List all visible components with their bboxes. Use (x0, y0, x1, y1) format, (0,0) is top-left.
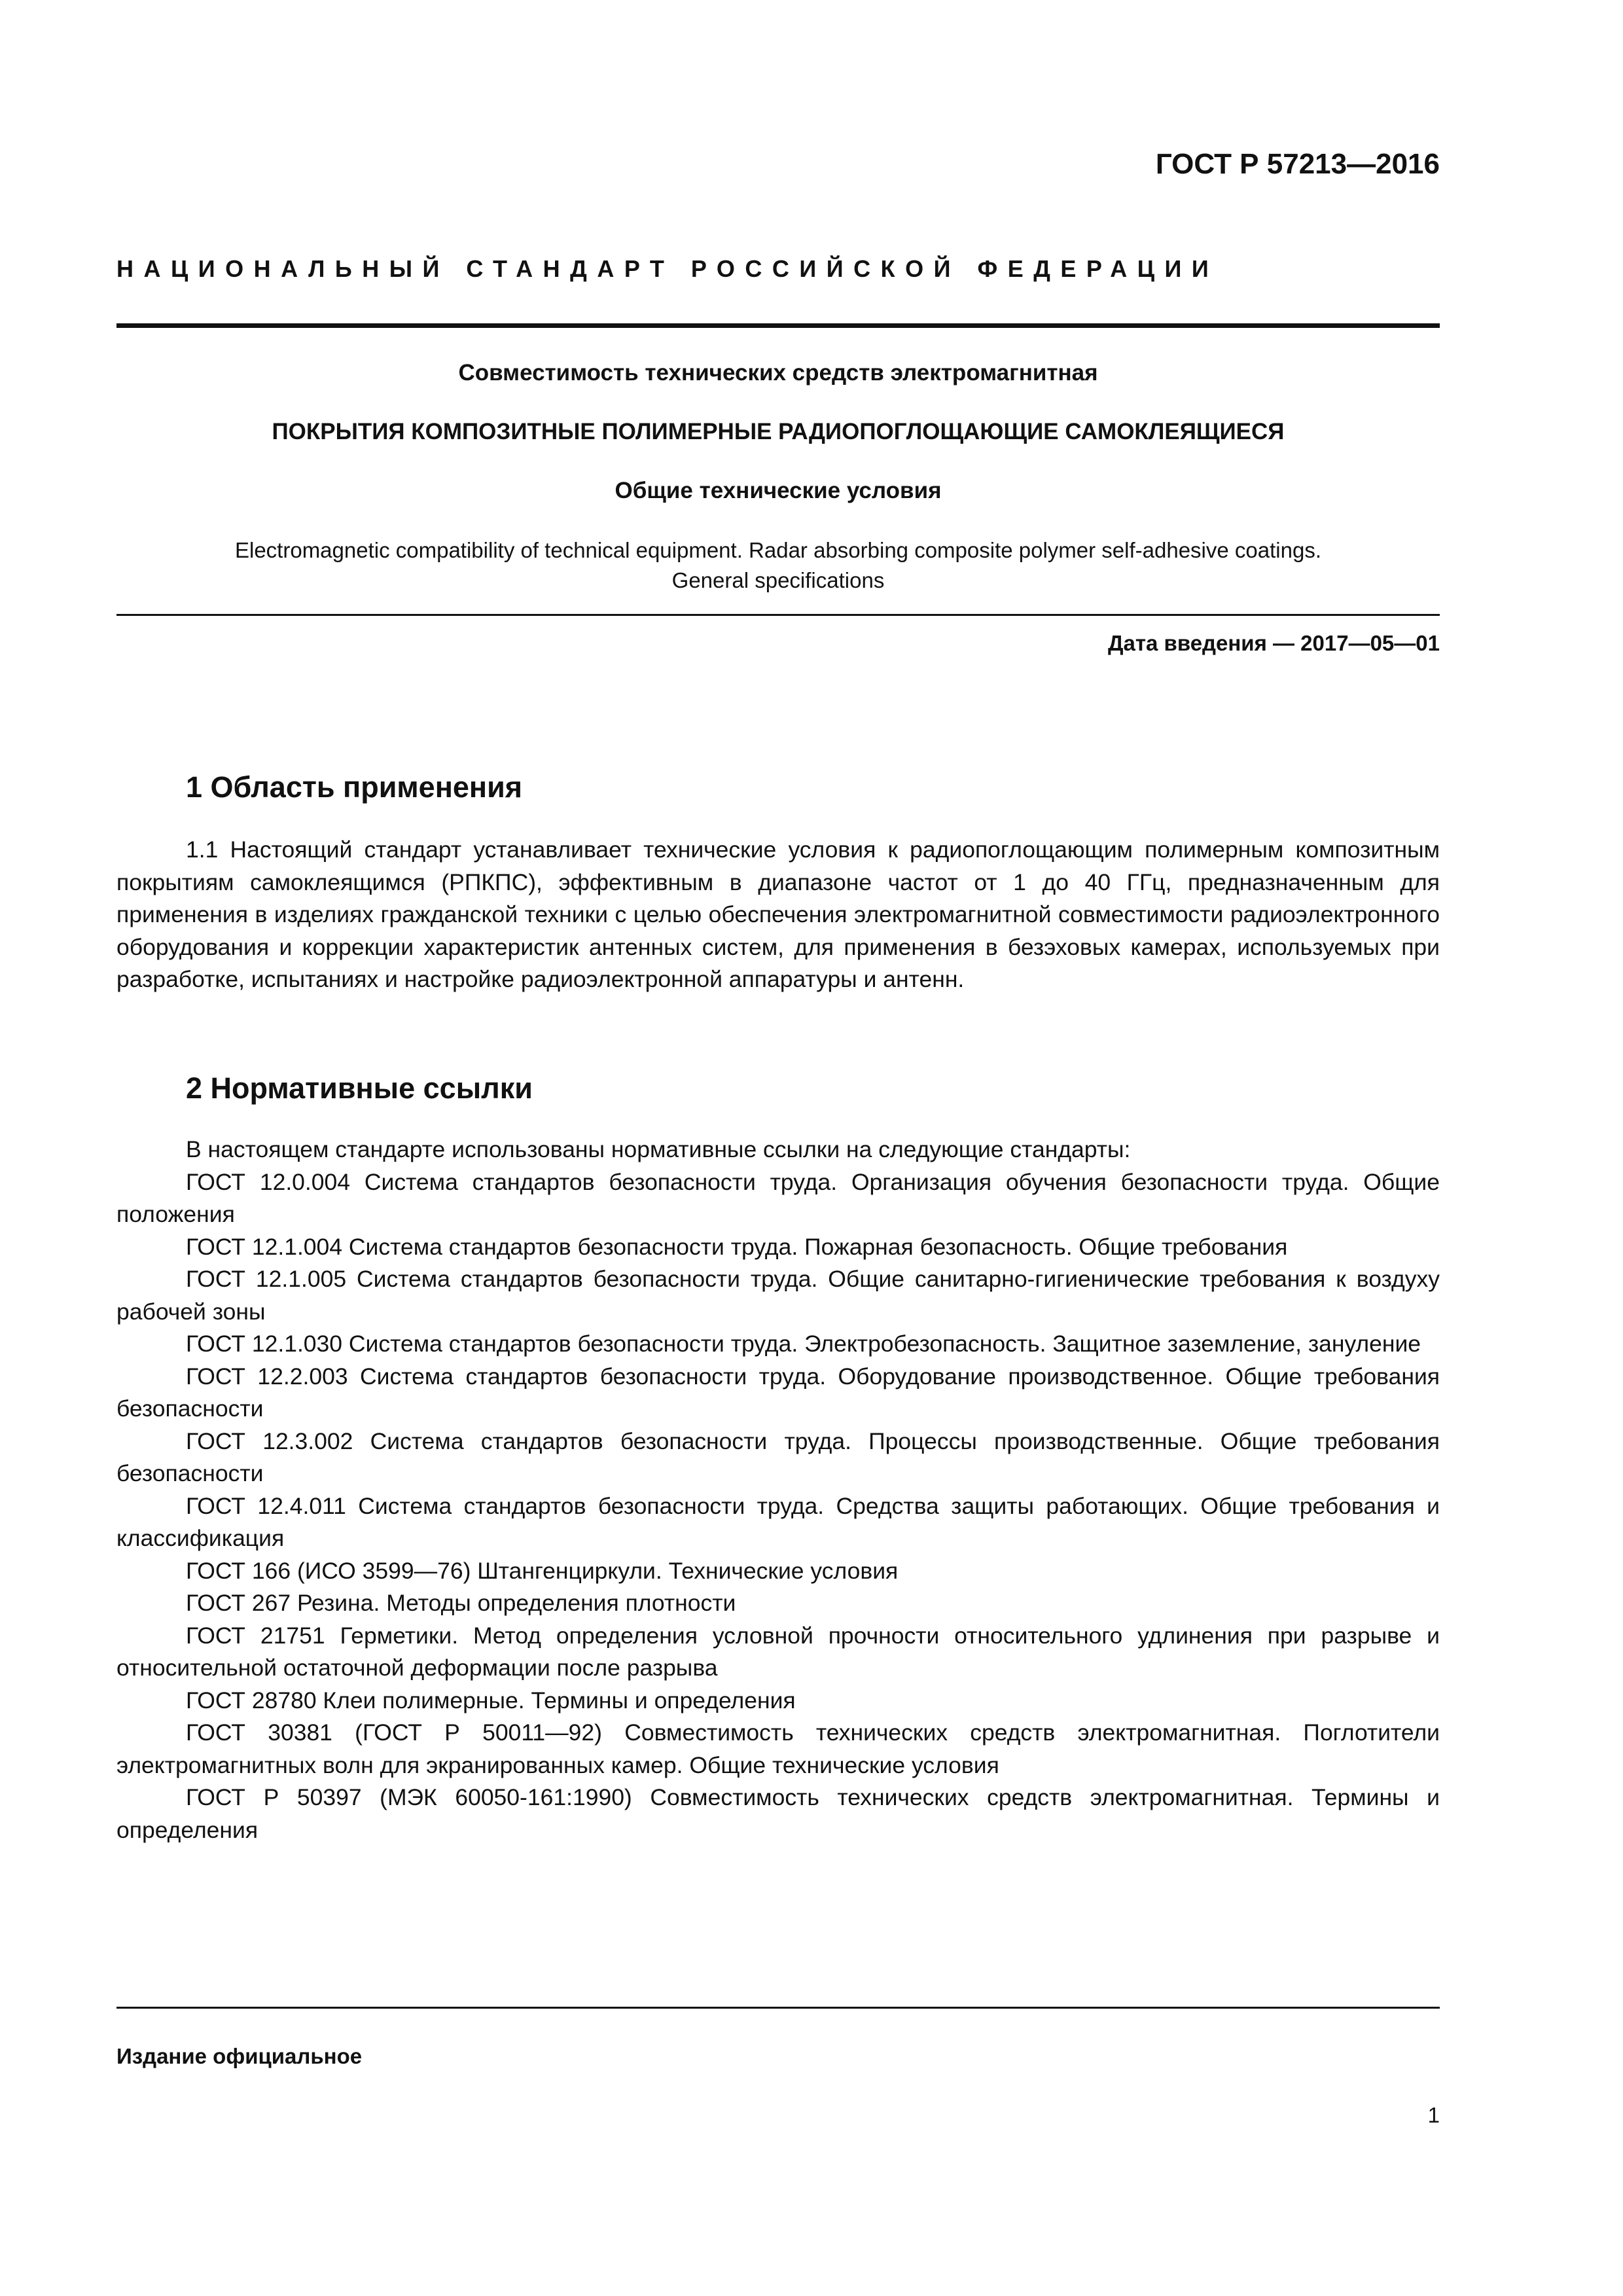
reference-item: ГОСТ Р 50397 (МЭК 60050-161:1990) Совместимость технических средств электромагнитная. Термины и определения (116, 1784, 1440, 1843)
section-2-heading: 2 Нормативные ссылки (186, 1071, 533, 1105)
section-2-body (116, 1134, 1440, 1846)
english-title (116, 535, 1440, 596)
standard-group-title: Совместимость технических средств электромагнитная (458, 360, 1098, 386)
reference-item: ГОСТ 21751 Герметики. Метод определения условной прочности относительного удлинения при разрыве и относительной остаточной деформации после разрыва (116, 1622, 1440, 1681)
section-1-heading: 1 Область применения (186, 770, 523, 804)
title-bottom-rule (116, 614, 1440, 616)
page-number: 1 (1427, 2103, 1440, 2127)
document-number: ГОСТ Р 57213—2016 (1155, 148, 1440, 180)
standard-subtitle: Общие технические условия (615, 478, 942, 503)
references-intro: В настоящем стандарте использованы нормативные ссылки на следующие стандарты: (186, 1136, 1131, 1162)
introduction-date: Дата введения — 2017—05—01 (1108, 631, 1440, 655)
reference-item: ГОСТ 12.4.011 Система стандартов безопасности труда. Средства защиты работающих. Общие требования и классификация (116, 1492, 1440, 1551)
reference-item: ГОСТ 12.2.003 Система стандартов безопасности труда. Оборудование производственное. Общие требования безопасности (116, 1363, 1440, 1422)
english-title-line-1: Electromagnetic compatibility of technical equipment. Radar absorbing composite polymer self-adhesive coatings. (234, 538, 1321, 562)
footer-rule (116, 2007, 1440, 2009)
standard-main-title: ПОКРЫТИЯ КОМПОЗИТНЫЕ ПОЛИМЕРНЫЕ РАДИОПОГЛОЩАЮЩИЕ САМОКЛЕЯЩИЕСЯ (272, 419, 1285, 444)
reference-item: ГОСТ 267 Резина. Методы определения плотности (186, 1590, 736, 1616)
section-1-body (116, 834, 1440, 996)
national-standard-title: НАЦИОНАЛЬНЫЙ СТАНДАРТ РОССИЙСКОЙ ФЕДЕРАЦИИ (116, 255, 1219, 282)
reference-item: ГОСТ 12.1.030 Система стандартов безопасности труда. Электробезопасность. Защитное заземление, зануление (186, 1331, 1421, 1357)
reference-item: ГОСТ 12.0.004 Система стандартов безопасности труда. Организация обучения безопасности труда. Общие положения (116, 1168, 1440, 1227)
reference-item: ГОСТ 12.3.002 Система стандартов безопасности труда. Процессы производственные. Общие требования безопасности (116, 1427, 1440, 1486)
reference-item: ГОСТ 12.1.004 Система стандартов безопасности труда. Пожарная безопасность. Общие требования (186, 1233, 1288, 1260)
reference-item: ГОСТ 166 (ИСО 3599—76) Штангенциркули. Технические условия (186, 1557, 899, 1584)
english-title-line-2: General specifications (671, 568, 885, 592)
official-edition-note: Издание официальное (116, 2044, 363, 2068)
reference-item: ГОСТ 30381 (ГОСТ Р 50011—92) Совместимость технических средств электромагнитная. Поглотители электромагнитных волн для экранированных камер. Общие технические условия (116, 1719, 1440, 1778)
reference-item: ГОСТ 28780 Клеи полимерные. Термины и определения (186, 1687, 796, 1713)
reference-item: ГОСТ 12.1.005 Система стандартов безопасности труда. Общие санитарно-гигиенические требования к воздуху рабочей зоны (116, 1266, 1440, 1325)
header-thick-rule (116, 323, 1440, 328)
section-1-paragraph: 1.1 Настоящий стандарт устанавливает технические условия к радиопоглощающим полимерным композитным покрытиям самоклеящимся (РПКПС), эффективным в диапазоне частот от 1 до 40 ГГц, предназначенным для применения в изделиях гражданской техники с целью обеспечения электромагнитной совместимости радиоэлектронного оборудования и коррекции характеристик антенных систем, для применения в безэховых камерах, используемых при разработке, испытаниях и настройке радиоэлектронной аппаратуры и антенн. (116, 836, 1440, 992)
